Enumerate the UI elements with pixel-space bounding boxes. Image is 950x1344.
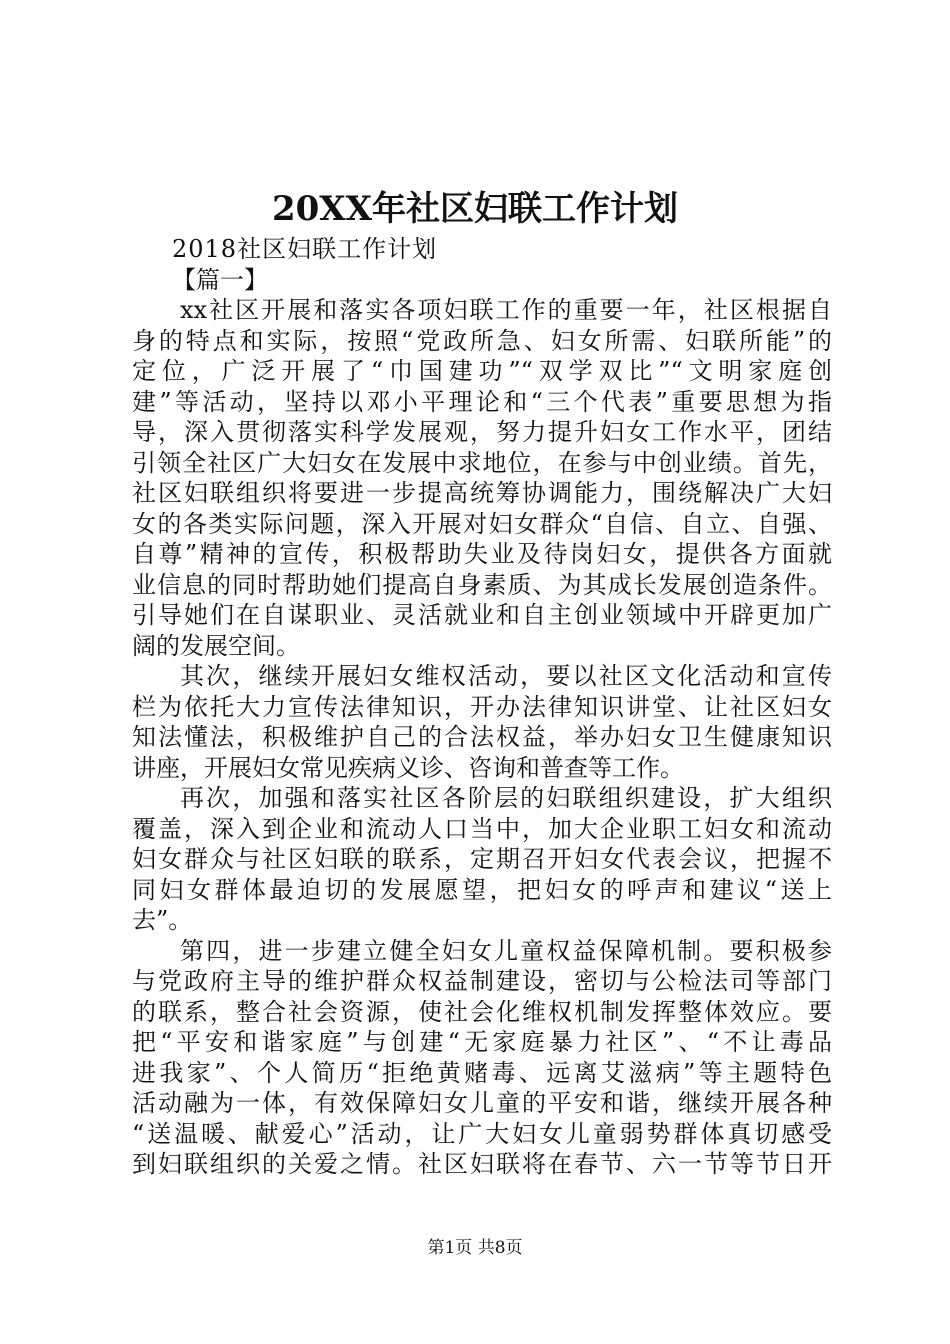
text-line: 活动融为一体，有效保障妇女儿童的平安和谐，继续开展各种 — [132, 1089, 832, 1117]
text-line: 业信息的同时帮助她们提高自身素质、为其成长发展创造条件。 — [132, 570, 832, 599]
text-line: 第四，进一步建立健全妇女儿童权益保障机制。要积极参 — [180, 936, 832, 965]
text-line: 与党政府主导的维护群众权益制建设，密切与公检法司等部门 — [132, 967, 832, 995]
text-line: 自尊”精神的宣传，积极帮助失业及待岗妇女，提供各方面就 — [132, 540, 832, 568]
page-footer: 第1页 共8页 — [427, 1238, 523, 1258]
text-line: 栏为依托大力宣传法律知识，开办法律知识讲堂、让社区妇女 — [132, 692, 832, 721]
text-line: 的联系，整合社会资源，使社会化维权机制发挥整体效应。要 — [132, 997, 832, 1026]
text-line: 到妇联组织的关爱之情。社区妇联将在春节、六一节等节日开 — [132, 1150, 832, 1178]
text-line: 其次，继续开展妇女维权活动，要以社区文化活动和宣传 — [180, 662, 832, 690]
document-subtitle: 2018社区妇联工作计划 — [172, 235, 438, 263]
text-line: 身的特点和实际，按照“党政所急、妇女所需、妇联所能”的 — [132, 326, 832, 355]
text-line: 阔的发展空间。 — [132, 631, 300, 660]
text-line: 社区妇联组织将要进一步提高统筹协调能力，围绕解决广大妇 — [132, 479, 832, 507]
text-line: xx社区开展和落实各项妇联工作的重要一年，社区根据自 — [180, 296, 832, 324]
text-line: 讲座，开展妇女常见疾病义诊、咨询和普查等工作。 — [132, 753, 684, 782]
text-line: 引领全社区广大妇女在发展中求地位，在参与中创业绩。首先， — [132, 448, 832, 477]
document-body — [132, 234, 832, 1180]
text-line: 妇女群众与社区妇联的联系，定期召开妇女代表会议，把握不 — [132, 845, 832, 873]
text-line: 再次，加强和落实社区各阶层的妇联组织建设，扩大组织 — [180, 784, 832, 812]
text-line: 覆盖，深入到企业和流动人口当中，加大企业职工妇女和流动 — [132, 814, 832, 843]
text-line: 定位，广泛开展了“巾国建功”“双学双比”“文明家庭创 — [132, 357, 832, 385]
section-mark: 【篇一】 — [172, 265, 268, 294]
text-line: 女的各类实际问题，深入开展对妇女群众“自信、自立、自强、 — [132, 509, 832, 538]
text-line: 引导她们在自谋职业、灵活就业和自主创业领域中开辟更加广 — [132, 601, 832, 629]
text-line: 把“平安和谐家庭”与创建“无家庭暴力社区”、“不让毒品 — [132, 1028, 832, 1056]
document-title: 20XX年社区妇联工作计划 — [271, 189, 679, 229]
text-line: 知法懂法，积极维护自己的合法权益，举办妇女卫生健康知识 — [132, 723, 832, 751]
text-line: 进我家”、个人简历“拒绝黄赌毒、远离艾滋病”等主题特色 — [132, 1058, 832, 1087]
text-line: 建”等活动，坚持以邓小平理论和“三个代表”重要思想为指 — [132, 387, 832, 416]
text-line: 同妇女群体最迫切的发展愿望，把妇女的呼声和建议“送上 — [132, 875, 832, 904]
text-line: 去”。 — [132, 906, 193, 934]
paragraph-lines — [132, 295, 832, 1180]
text-line: “送温暖、献爱心”活动，让广大妇女儿童弱势群体真切感受 — [132, 1119, 832, 1148]
text-line: 导，深入贯彻落实科学发展观，努力提升妇女工作水平，团结 — [132, 418, 832, 446]
